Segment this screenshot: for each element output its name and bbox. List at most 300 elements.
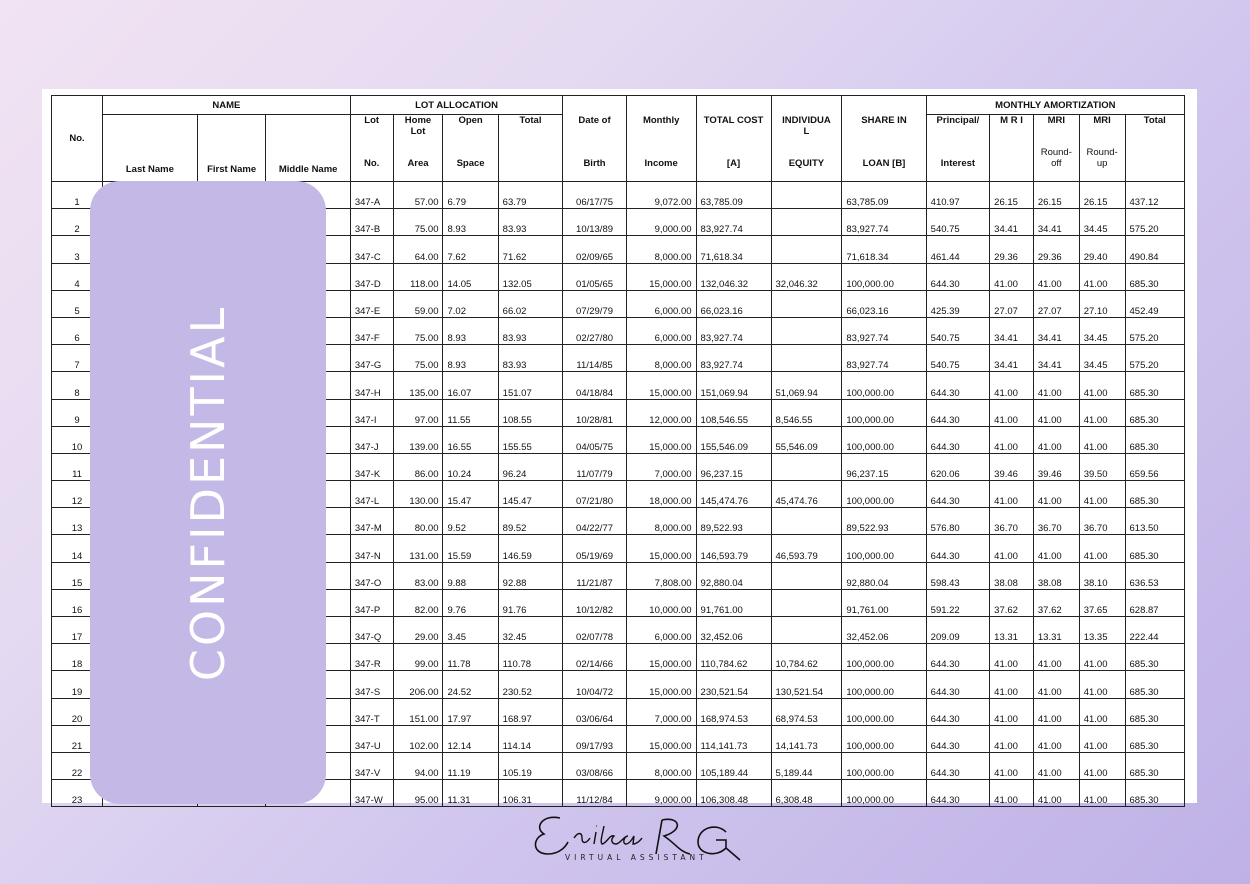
- cell-area: 131.00: [393, 535, 443, 562]
- cell-no: 21: [52, 725, 103, 752]
- cell-equity: [771, 290, 842, 317]
- cell-amort: 685.30: [1125, 698, 1184, 725]
- cell-amort: 575.20: [1125, 317, 1184, 344]
- cell-total: 151.07: [498, 372, 563, 399]
- cell-roundup: 41.00: [1079, 535, 1125, 562]
- cell-roundoff: 41.00: [1033, 263, 1079, 290]
- cell-cost: 105,189.44: [696, 752, 771, 779]
- cell-amort: 685.30: [1125, 263, 1184, 290]
- cell-area: 95.00: [393, 780, 443, 807]
- cell-income: 18,000.00: [626, 481, 696, 508]
- cell-cost: 168,974.53: [696, 698, 771, 725]
- cell-dob: 11/12/84: [563, 780, 627, 807]
- cell-cost: 92,880.04: [696, 562, 771, 589]
- cell-dob: 05/19/69: [563, 535, 627, 562]
- cell-amort: 452.49: [1125, 290, 1184, 317]
- cell-amort: 685.30: [1125, 644, 1184, 671]
- cell-loan: 100,000.00: [842, 671, 926, 698]
- header-monthly-amortization: MONTHLY AMORTIZATION: [926, 96, 1184, 115]
- cell-no: 12: [52, 481, 103, 508]
- cell-dob: 11/07/79: [563, 453, 627, 480]
- header-mri-round-off: MRI Round-off: [1033, 115, 1079, 182]
- cell-amort: 575.20: [1125, 209, 1184, 236]
- cell-dob: 01/05/65: [563, 263, 627, 290]
- cell-roundup: 41.00: [1079, 263, 1125, 290]
- cell-lot: 347-O: [350, 562, 393, 589]
- cell-equity: [771, 182, 842, 209]
- cell-cost: 110,784.62: [696, 644, 771, 671]
- cell-roundup: 39.50: [1079, 453, 1125, 480]
- cell-open: 8.93: [443, 317, 498, 344]
- cell-area: 130.00: [393, 481, 443, 508]
- cell-income: 9,000.00: [626, 209, 696, 236]
- cell-lot: 347-R: [350, 644, 393, 671]
- cell-equity: [771, 562, 842, 589]
- cell-roundoff: 41.00: [1033, 372, 1079, 399]
- cell-roundup: 27.10: [1079, 290, 1125, 317]
- cell-open: 14.05: [443, 263, 498, 290]
- cell-roundup: 34.45: [1079, 345, 1125, 372]
- cell-no: 3: [52, 236, 103, 263]
- cell-roundoff: 26.15: [1033, 182, 1079, 209]
- cell-no: 5: [52, 290, 103, 317]
- cell-dob: 02/27/80: [563, 317, 627, 344]
- cell-open: 9.52: [443, 508, 498, 535]
- cell-loan: 100,000.00: [842, 698, 926, 725]
- cell-open: 8.93: [443, 209, 498, 236]
- cell-income: 8,000.00: [626, 752, 696, 779]
- cell-total: 106.31: [498, 780, 563, 807]
- header-total: Total: [498, 115, 563, 182]
- cell-area: 75.00: [393, 345, 443, 372]
- cell-loan: 83,927.74: [842, 317, 926, 344]
- cell-equity: [771, 617, 842, 644]
- header-name: NAME: [103, 96, 351, 115]
- cell-lot: 347-H: [350, 372, 393, 399]
- cell-lot: 347-N: [350, 535, 393, 562]
- svg-text:Erika RG: Erika RG: [530, 808, 535, 809]
- header-mri: M R I: [990, 115, 1034, 182]
- cell-open: 10.24: [443, 453, 498, 480]
- cell-mri: 39.46: [990, 453, 1034, 480]
- cell-pi: 644.30: [926, 481, 990, 508]
- cell-loan: 100,000.00: [842, 263, 926, 290]
- cell-income: 10,000.00: [626, 589, 696, 616]
- cell-income: 15,000.00: [626, 263, 696, 290]
- cell-roundoff: 41.00: [1033, 671, 1079, 698]
- cell-loan: 32,452.06: [842, 617, 926, 644]
- cell-no: 13: [52, 508, 103, 535]
- cell-amort: 685.30: [1125, 481, 1184, 508]
- cell-total: 63.79: [498, 182, 563, 209]
- cell-lot: 347-P: [350, 589, 393, 616]
- cell-dob: 09/17/93: [563, 725, 627, 752]
- cell-lot: 347-T: [350, 698, 393, 725]
- cell-pi: 620.06: [926, 453, 990, 480]
- cell-amort: 685.30: [1125, 780, 1184, 807]
- cell-no: 15: [52, 562, 103, 589]
- cell-roundoff: 41.00: [1033, 725, 1079, 752]
- cell-roundoff: 41.00: [1033, 535, 1079, 562]
- cell-total: 96.24: [498, 453, 563, 480]
- cell-lot: 347-J: [350, 426, 393, 453]
- cell-open: 11.78: [443, 644, 498, 671]
- cell-income: 6,000.00: [626, 617, 696, 644]
- cell-total: 155.55: [498, 426, 563, 453]
- cell-pi: 644.30: [926, 535, 990, 562]
- cell-roundoff: 34.41: [1033, 209, 1079, 236]
- cell-area: 102.00: [393, 725, 443, 752]
- cell-open: 12.14: [443, 725, 498, 752]
- cell-equity: [771, 236, 842, 263]
- cell-roundoff: 38.08: [1033, 562, 1079, 589]
- cell-income: 7,808.00: [626, 562, 696, 589]
- cell-equity: 130,521.54: [771, 671, 842, 698]
- cell-pi: 644.30: [926, 698, 990, 725]
- cell-area: 59.00: [393, 290, 443, 317]
- cell-amort: 222.44: [1125, 617, 1184, 644]
- confidential-stamp: [90, 181, 326, 804]
- cell-no: 2: [52, 209, 103, 236]
- cell-mri: 41.00: [990, 698, 1034, 725]
- cell-roundoff: 39.46: [1033, 453, 1079, 480]
- cell-loan: 100,000.00: [842, 399, 926, 426]
- cell-loan: 91,761.00: [842, 589, 926, 616]
- cell-no: 16: [52, 589, 103, 616]
- header-total-cost: TOTAL COST [A]: [696, 115, 771, 182]
- cell-cost: 151,069.94: [696, 372, 771, 399]
- cell-cost: 83,927.74: [696, 317, 771, 344]
- cell-roundup: 41.00: [1079, 671, 1125, 698]
- cell-open: 11.19: [443, 752, 498, 779]
- cell-mri: 38.08: [990, 562, 1034, 589]
- cell-pi: 598.43: [926, 562, 990, 589]
- cell-dob: 07/21/80: [563, 481, 627, 508]
- cell-lot: 347-C: [350, 236, 393, 263]
- cell-cost: 89,522.93: [696, 508, 771, 535]
- cell-area: 118.00: [393, 263, 443, 290]
- cell-pi: 644.30: [926, 752, 990, 779]
- cell-dob: 03/06/64: [563, 698, 627, 725]
- cell-dob: 04/22/77: [563, 508, 627, 535]
- cell-area: 75.00: [393, 209, 443, 236]
- cell-roundup: 41.00: [1079, 372, 1125, 399]
- cell-total: 83.93: [498, 345, 563, 372]
- header-individual-equity: INDIVIDUA L EQUITY: [771, 115, 842, 182]
- cell-open: 6.79: [443, 182, 498, 209]
- cell-lot: 347-F: [350, 317, 393, 344]
- cell-roundup: 41.00: [1079, 644, 1125, 671]
- logo-subtitle: VIRTUAL ASSISTANT: [565, 853, 708, 862]
- cell-loan: 63,785.09: [842, 182, 926, 209]
- cell-amort: 685.30: [1125, 426, 1184, 453]
- cell-roundup: 41.00: [1079, 752, 1125, 779]
- cell-amort: 437.12: [1125, 182, 1184, 209]
- cell-cost: 132,046.32: [696, 263, 771, 290]
- cell-roundup: 13.35: [1079, 617, 1125, 644]
- cell-mri: 29.36: [990, 236, 1034, 263]
- cell-loan: 83,927.74: [842, 209, 926, 236]
- cell-lot: 347-E: [350, 290, 393, 317]
- cell-dob: 06/17/75: [563, 182, 627, 209]
- cell-equity: 6,308.48: [771, 780, 842, 807]
- cell-pi: 576.80: [926, 508, 990, 535]
- cell-total: 145.47: [498, 481, 563, 508]
- cell-equity: 14,141.73: [771, 725, 842, 752]
- cell-dob: 02/14/66: [563, 644, 627, 671]
- cell-roundup: 41.00: [1079, 481, 1125, 508]
- cell-mri: 41.00: [990, 535, 1034, 562]
- cell-amort: 636.53: [1125, 562, 1184, 589]
- cell-equity: [771, 209, 842, 236]
- cell-cost: 71,618.34: [696, 236, 771, 263]
- cell-cost: 108,546.55: [696, 399, 771, 426]
- cell-income: 12,000.00: [626, 399, 696, 426]
- cell-roundoff: 41.00: [1033, 481, 1079, 508]
- cell-roundup: 36.70: [1079, 508, 1125, 535]
- cell-dob: 11/14/85: [563, 345, 627, 372]
- cell-income: 6,000.00: [626, 317, 696, 344]
- cell-mri: 41.00: [990, 780, 1034, 807]
- header-share-in-loan: SHARE IN LOAN [B]: [842, 115, 926, 182]
- cell-roundup: 34.45: [1079, 209, 1125, 236]
- cell-no: 20: [52, 698, 103, 725]
- cell-roundoff: 37.62: [1033, 589, 1079, 616]
- header-home-lot: Home Lot Area: [393, 115, 443, 182]
- cell-no: 14: [52, 535, 103, 562]
- cell-equity: [771, 317, 842, 344]
- cell-loan: 96,237.15: [842, 453, 926, 480]
- cell-total: 32.45: [498, 617, 563, 644]
- cell-mri: 34.41: [990, 317, 1034, 344]
- cell-open: 17.97: [443, 698, 498, 725]
- cell-area: 82.00: [393, 589, 443, 616]
- cell-cost: 83,927.74: [696, 345, 771, 372]
- cell-mri: 41.00: [990, 426, 1034, 453]
- cell-cost: 106,308.48: [696, 780, 771, 807]
- cell-pi: 644.30: [926, 263, 990, 290]
- cell-mri: 41.00: [990, 671, 1034, 698]
- cell-pi: 644.30: [926, 644, 990, 671]
- cell-total: 83.93: [498, 209, 563, 236]
- cell-roundup: 41.00: [1079, 399, 1125, 426]
- cell-income: 15,000.00: [626, 725, 696, 752]
- cell-mri: 41.00: [990, 372, 1034, 399]
- cell-area: 139.00: [393, 426, 443, 453]
- cell-equity: 68,974.53: [771, 698, 842, 725]
- header-date-of-birth: Date of Birth: [563, 115, 627, 182]
- cell-pi: 591.22: [926, 589, 990, 616]
- cell-mri: 41.00: [990, 399, 1034, 426]
- cell-pi: 644.30: [926, 426, 990, 453]
- cell-income: 6,000.00: [626, 290, 696, 317]
- header-open-space: Open Space: [443, 115, 498, 182]
- cell-no: 11: [52, 453, 103, 480]
- cell-roundup: 29.40: [1079, 236, 1125, 263]
- cell-mri: 34.41: [990, 345, 1034, 372]
- cell-dob: 02/09/65: [563, 236, 627, 263]
- cell-total: 92.88: [498, 562, 563, 589]
- cell-lot: 347-D: [350, 263, 393, 290]
- cell-dob: 04/18/84: [563, 372, 627, 399]
- cell-open: 9.76: [443, 589, 498, 616]
- cell-total: 146.59: [498, 535, 563, 562]
- cell-area: 83.00: [393, 562, 443, 589]
- cell-open: 16.07: [443, 372, 498, 399]
- cell-pi: 540.75: [926, 209, 990, 236]
- cell-open: 16.55: [443, 426, 498, 453]
- cell-lot: 347-S: [350, 671, 393, 698]
- cell-no: 17: [52, 617, 103, 644]
- cell-pi: 425.39: [926, 290, 990, 317]
- cell-amort: 685.30: [1125, 752, 1184, 779]
- cell-open: 15.59: [443, 535, 498, 562]
- header-lot: Lot No.: [350, 115, 393, 182]
- cell-dob: 04/05/75: [563, 426, 627, 453]
- cell-cost: 66,023.16: [696, 290, 771, 317]
- cell-amort: 685.30: [1125, 372, 1184, 399]
- cell-amort: 659.56: [1125, 453, 1184, 480]
- cell-area: 135.00: [393, 372, 443, 399]
- cell-open: 3.45: [443, 617, 498, 644]
- cell-area: 64.00: [393, 236, 443, 263]
- cell-cost: 83,927.74: [696, 209, 771, 236]
- cell-income: 8,000.00: [626, 508, 696, 535]
- cell-loan: 100,000.00: [842, 426, 926, 453]
- cell-mri: 37.62: [990, 589, 1034, 616]
- cell-equity: 51,069.94: [771, 372, 842, 399]
- cell-lot: 347-W: [350, 780, 393, 807]
- header-first-name: First Name: [197, 115, 266, 182]
- cell-cost: 146,593.79: [696, 535, 771, 562]
- cell-equity: [771, 508, 842, 535]
- cell-roundup: 37.65: [1079, 589, 1125, 616]
- cell-equity: 5,189.44: [771, 752, 842, 779]
- cell-cost: 155,546.09: [696, 426, 771, 453]
- header-principal-interest: Principal/ Interest: [926, 115, 990, 182]
- cell-area: 86.00: [393, 453, 443, 480]
- cell-dob: 10/13/89: [563, 209, 627, 236]
- cell-cost: 96,237.15: [696, 453, 771, 480]
- cell-roundoff: 41.00: [1033, 644, 1079, 671]
- cell-roundup: 34.45: [1079, 317, 1125, 344]
- cell-income: 9,072.00: [626, 182, 696, 209]
- cell-no: 4: [52, 263, 103, 290]
- header-last-name: Last Name: [103, 115, 198, 182]
- cell-no: 19: [52, 671, 103, 698]
- cell-total: 71.62: [498, 236, 563, 263]
- cell-open: 8.93: [443, 345, 498, 372]
- cell-roundoff: 29.36: [1033, 236, 1079, 263]
- cell-lot: 347-L: [350, 481, 393, 508]
- cell-no: 7: [52, 345, 103, 372]
- cell-open: 9.88: [443, 562, 498, 589]
- cell-equity: [771, 345, 842, 372]
- cell-lot: 347-G: [350, 345, 393, 372]
- cell-pi: 209.09: [926, 617, 990, 644]
- cell-total: 105.19: [498, 752, 563, 779]
- header-monthly-income: Monthly Income: [626, 115, 696, 182]
- cell-lot: 347-I: [350, 399, 393, 426]
- cell-roundoff: 36.70: [1033, 508, 1079, 535]
- cell-income: 9,000.00: [626, 780, 696, 807]
- cell-mri: 36.70: [990, 508, 1034, 535]
- cell-open: 11.31: [443, 780, 498, 807]
- cell-pi: 461.44: [926, 236, 990, 263]
- cell-no: 23: [52, 780, 103, 807]
- cell-equity: 32,046.32: [771, 263, 842, 290]
- cell-loan: 66,023.16: [842, 290, 926, 317]
- cell-pi: 540.75: [926, 345, 990, 372]
- cell-income: 15,000.00: [626, 535, 696, 562]
- cell-equity: [771, 453, 842, 480]
- confidential-label: CONFIDENTIAL: [181, 304, 235, 681]
- cell-loan: 89,522.93: [842, 508, 926, 535]
- cell-lot: 347-U: [350, 725, 393, 752]
- cell-equity: 55,546.09: [771, 426, 842, 453]
- cell-open: 24.52: [443, 671, 498, 698]
- cell-no: 10: [52, 426, 103, 453]
- cell-no: 18: [52, 644, 103, 671]
- cell-amort: 575.20: [1125, 345, 1184, 372]
- cell-roundoff: 34.41: [1033, 345, 1079, 372]
- cell-equity: 45,474.76: [771, 481, 842, 508]
- cell-amort: 685.30: [1125, 399, 1184, 426]
- cell-cost: 230,521.54: [696, 671, 771, 698]
- cell-mri: 41.00: [990, 481, 1034, 508]
- cell-lot: 347-V: [350, 752, 393, 779]
- cell-amort: 628.87: [1125, 589, 1184, 616]
- cell-mri: 41.00: [990, 752, 1034, 779]
- cell-equity: [771, 589, 842, 616]
- cell-equity: 10,784.62: [771, 644, 842, 671]
- cell-total: 91.76: [498, 589, 563, 616]
- cell-dob: 10/12/82: [563, 589, 627, 616]
- cell-pi: 644.30: [926, 671, 990, 698]
- cell-total: 89.52: [498, 508, 563, 535]
- cell-cost: 114,141.73: [696, 725, 771, 752]
- cell-amort: 490.84: [1125, 236, 1184, 263]
- cell-loan: 71,618.34: [842, 236, 926, 263]
- cell-pi: 540.75: [926, 317, 990, 344]
- cell-loan: 100,000.00: [842, 725, 926, 752]
- header-middle-name: Middle Name: [266, 115, 350, 182]
- cell-lot: 347-M: [350, 508, 393, 535]
- cell-lot: 347-Q: [350, 617, 393, 644]
- cell-area: 57.00: [393, 182, 443, 209]
- cell-dob: 11/21/87: [563, 562, 627, 589]
- cell-mri: 27.07: [990, 290, 1034, 317]
- cell-roundup: 26.15: [1079, 182, 1125, 209]
- cell-mri: 41.00: [990, 644, 1034, 671]
- cell-amort: 685.30: [1125, 725, 1184, 752]
- cell-loan: 100,000.00: [842, 535, 926, 562]
- cell-income: 7,000.00: [626, 453, 696, 480]
- cell-no: 8: [52, 372, 103, 399]
- cell-lot: 347-B: [350, 209, 393, 236]
- cell-total: 230.52: [498, 671, 563, 698]
- cell-loan: 100,000.00: [842, 481, 926, 508]
- cell-mri: 26.15: [990, 182, 1034, 209]
- cell-income: 8,000.00: [626, 345, 696, 372]
- header-no: No.: [52, 96, 103, 182]
- cell-open: 7.02: [443, 290, 498, 317]
- cell-no: 6: [52, 317, 103, 344]
- cell-area: 97.00: [393, 399, 443, 426]
- cell-total: 114.14: [498, 725, 563, 752]
- cell-roundoff: 41.00: [1033, 780, 1079, 807]
- cell-total: 83.93: [498, 317, 563, 344]
